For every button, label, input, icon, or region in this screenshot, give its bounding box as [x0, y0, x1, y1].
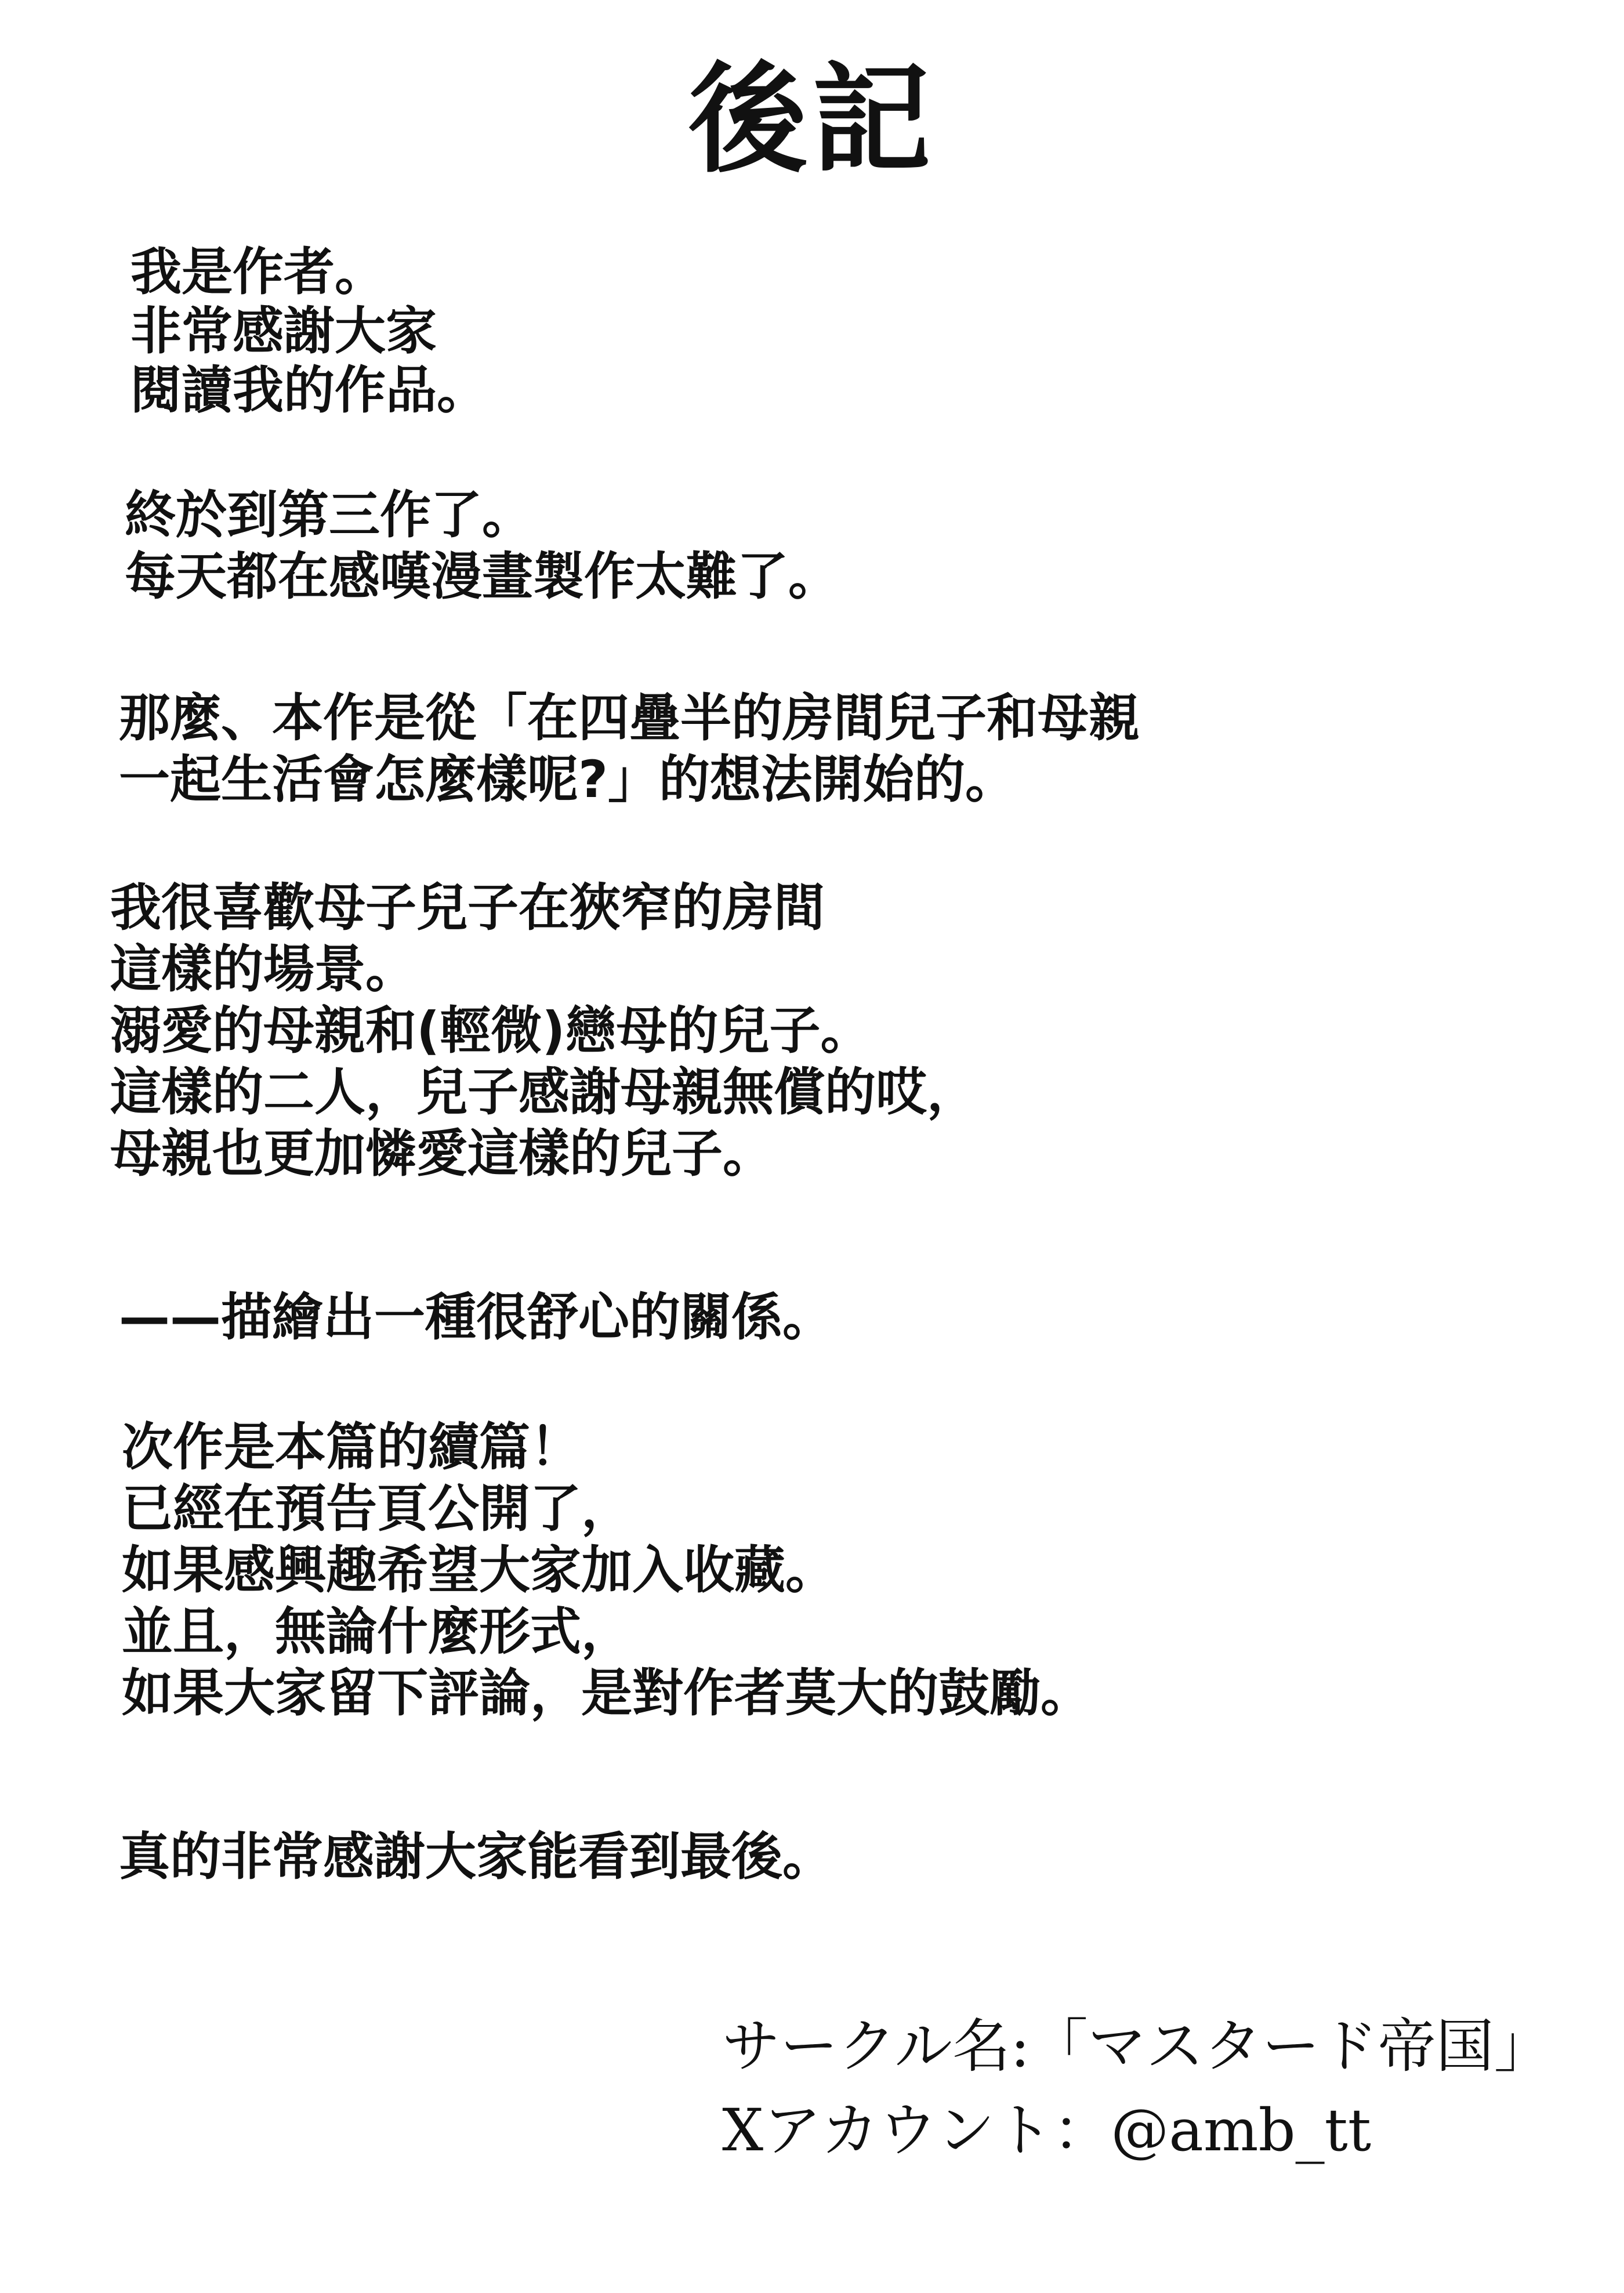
text-line: ——描繪出一種很舒心的關係。 — [119, 1287, 834, 1347]
circle-name: サークル名:「マスタード帝国」 — [722, 2012, 1552, 2080]
page-title: 後記 — [688, 51, 936, 189]
text-line: 如果大家留下評論，是對作者莫大的鼓勵。 — [122, 1663, 1092, 1723]
author-credits — [722, 2004, 1552, 2172]
text-line: 終於到第三作了。 — [125, 485, 534, 545]
text-line: 我很喜歡母子兒子在狹窄的房間 — [110, 878, 825, 937]
text-line: 非常感謝大家 — [130, 301, 437, 361]
text-line: 次作是本篇的續篇！ — [122, 1417, 582, 1477]
text-line: 如果感興趣希望大家加入收藏。 — [122, 1540, 837, 1600]
text-line: 真的非常感謝大家能看到最後。 — [119, 1827, 834, 1886]
text-line: 每天都在感嘆漫畫製作太難了。 — [125, 546, 840, 606]
paragraph-premise — [119, 687, 1140, 810]
paragraph-sequel — [122, 1417, 1092, 1724]
text-line: 這樣的場景。 — [110, 939, 417, 999]
text-line: 那麼、本作是從「在四疊半的房間兒子和母親 — [119, 688, 1140, 748]
paragraph-relationship — [119, 1287, 833, 1348]
text-line: 我是作者。 — [130, 242, 386, 302]
text-line: 這樣的二人，兒子感謝母親無償的哎， — [110, 1062, 978, 1122]
text-line: 母親也更加憐愛這樣的兒子。 — [110, 1124, 774, 1183]
x-account: Xアカウント：@amb_tt — [722, 2096, 1372, 2164]
text-line: 溺愛的母親和(輕微)戀母的兒子。 — [110, 1001, 872, 1060]
text-line: 一起生活會怎麼樣呢?」的想法開始的。 — [119, 749, 1017, 809]
text-line: 已經在預告頁公開了， — [122, 1479, 633, 1538]
text-line: 閱讀我的作品。 — [130, 360, 488, 420]
paragraph-greeting — [130, 242, 488, 420]
text-line: 並且，無論什麼形式， — [122, 1602, 633, 1661]
paragraph-thanks — [119, 1826, 833, 1888]
paragraph-third-work — [125, 484, 839, 607]
paragraph-preferences — [110, 877, 978, 1184]
